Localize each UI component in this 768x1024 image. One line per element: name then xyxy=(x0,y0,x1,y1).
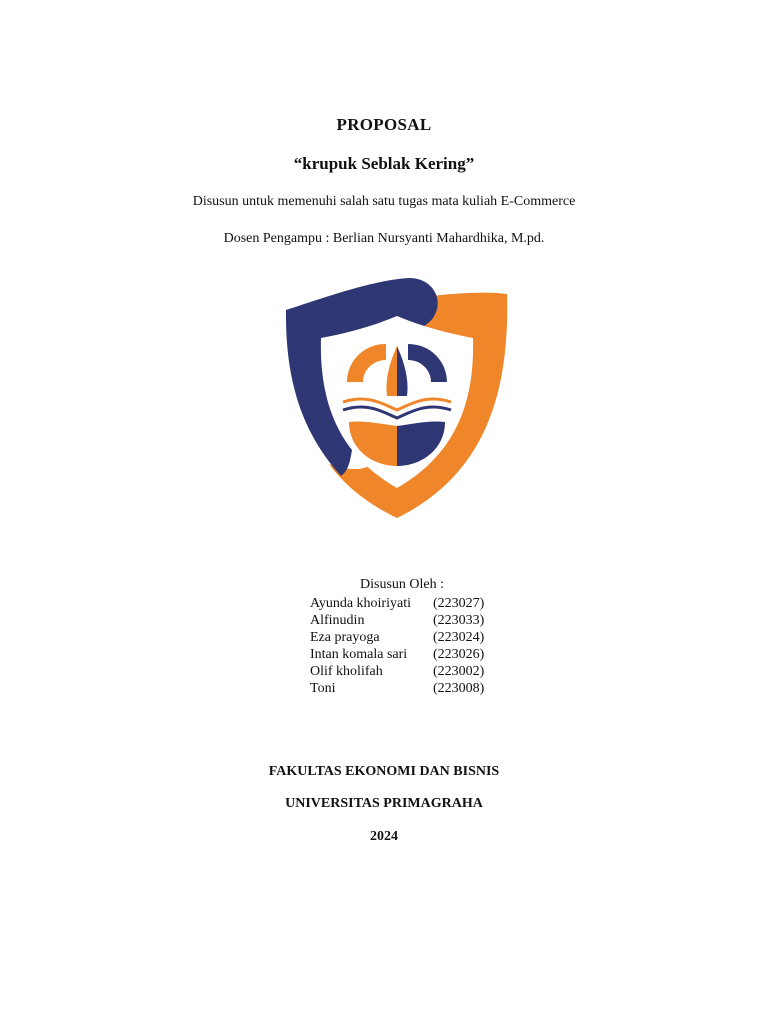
university-shield-logo-icon xyxy=(283,276,511,520)
author-id: (223024) xyxy=(433,630,485,645)
author-name: Eza prayoga xyxy=(310,630,380,645)
university-name: UNIVERSITAS PRIMAGRAHA xyxy=(285,796,483,811)
author-row xyxy=(310,595,484,612)
faculty-name: FAKULTAS EKONOMI DAN BISNIS xyxy=(268,764,500,779)
authors-heading: Disusun Oleh : xyxy=(360,577,444,592)
author-id: (223008) xyxy=(433,681,485,696)
document-year: 2024 xyxy=(370,829,398,844)
author-row xyxy=(310,612,484,629)
author-name: Toni xyxy=(310,681,336,696)
author-id: (223026) xyxy=(433,647,485,662)
author-row xyxy=(310,629,484,646)
document-title: PROPOSAL xyxy=(336,115,432,134)
author-name: Alfinudin xyxy=(310,613,365,628)
author-row xyxy=(310,680,484,697)
authors-list xyxy=(310,595,484,697)
author-name: Olif kholifah xyxy=(310,664,383,679)
author-id: (223027) xyxy=(433,596,485,611)
author-id: (223002) xyxy=(433,664,485,679)
document-purpose: Disusun untuk memenuhi salah satu tugas mata kuliah E-Commerce xyxy=(192,194,576,209)
author-row xyxy=(310,663,484,680)
author-name: Ayunda khoiriyati xyxy=(310,596,411,611)
author-id: (223033) xyxy=(433,613,485,628)
author-name: Intan komala sari xyxy=(310,647,408,662)
emblem-bottom-left xyxy=(349,421,397,466)
lecturer-line: Dosen Pengampu : Berlian Nursyanti Mahardhika, M.pd. xyxy=(223,231,545,246)
document-subtitle: “krupuk Seblak Kering” xyxy=(293,154,475,173)
author-row xyxy=(310,646,484,663)
